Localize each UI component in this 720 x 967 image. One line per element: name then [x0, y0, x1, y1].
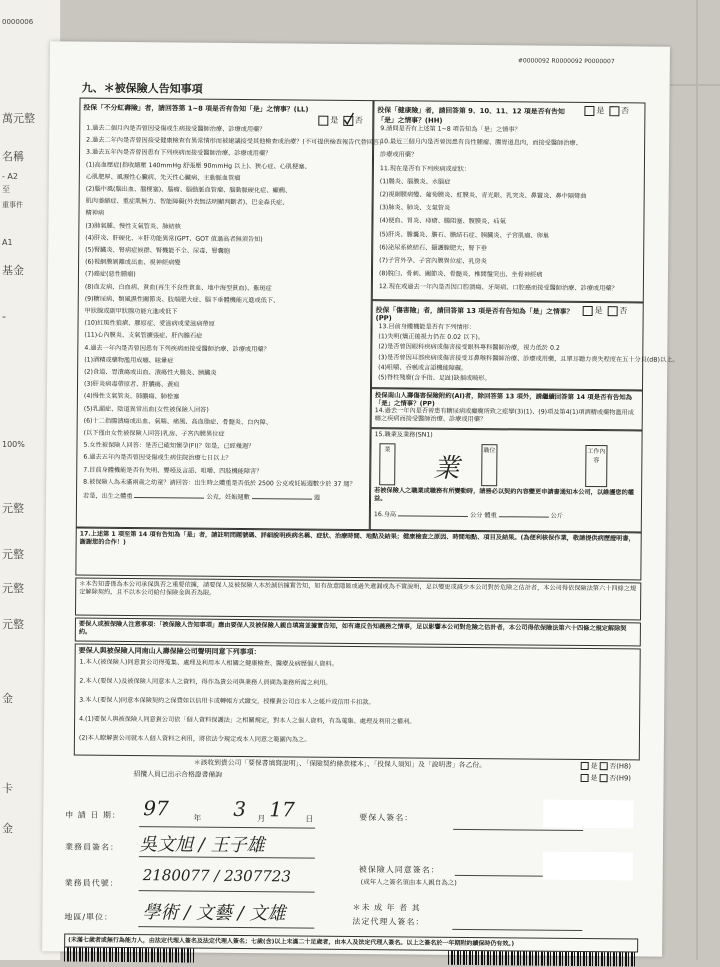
- page-id: #0000092 R0000092 P0000007: [517, 57, 615, 66]
- guardian-sign-line[interactable]: [452, 929, 582, 931]
- health-header: 投保「健康險」者，請回答第 9、10、11、12 項是否有告知「是」之情事？(HH): [377, 106, 565, 125]
- h9-no-label: 否(H9): [609, 774, 631, 783]
- health-question-item: (7)子宮外孕、子宮內膜異位症、乳房炎: [379, 257, 487, 266]
- life-question-item: 心肌肥厚、風濕性心臟病、先天性心臟病、主動脈血管瘤: [85, 173, 241, 182]
- health-question-item: (4)便血、胃炎、痔瘡、腸阻塞、腹膜炎、疝氣: [379, 217, 506, 226]
- code-underline: [139, 890, 315, 893]
- health-question-item: (6)泌尿系統結石、攝護腺肥大、腎下垂: [379, 243, 488, 252]
- injury-question-item: (2)是否曾因眼科疾病或傷害接受眼科專科醫師治療，視力低於 0.2: [378, 343, 560, 353]
- life-question-item: (5)乳漏症、陰道異常出血(女性被保險人回答): [83, 405, 209, 414]
- date-underline: [139, 826, 315, 829]
- guardian-label-2: 法定代理人簽名：: [352, 916, 425, 927]
- life-header-text: 投保「不分紅壽險」者，請回答第 1~8 項是否有告知「是」之情事？(LL): [83, 103, 309, 114]
- h8-yes-checkbox[interactable]: [581, 762, 589, 770]
- unit-label: 地區/單位：: [64, 912, 114, 922]
- life-yes-checkbox[interactable]: [318, 115, 328, 125]
- health-question-item: 11.現在是否有下列疾病或症狀：: [379, 164, 471, 173]
- life-question-item: (1)高血壓症(指收縮壓 140mmHg 舒張壓 90mmHg 以上)、狹心症、心肌梗塞、: [85, 161, 311, 171]
- health-question-item: (3)肺炎、肺炎、支氣管炎: [379, 204, 451, 212]
- underlying-fragment: 名稱: [2, 150, 24, 163]
- underlying-fragment: - A2: [2, 172, 18, 181]
- life-yes-label: 是: [330, 115, 339, 125]
- barcode-left: [64, 947, 194, 962]
- height-weight-line: [374, 511, 563, 521]
- injury-header: 投保「傷害險」者，請回答第 13 項是否有告知為「是」之情事？(PP): [375, 306, 574, 323]
- life-question-item: (2)腦中風(腦出血、腦梗塞)、腦瘤、腦動脈血管瘤、腦動脈硬化症、癲癇、: [85, 185, 292, 195]
- guardian-label: ＊未 成 年 者 其: [352, 902, 421, 913]
- underlying-fragment: 100%: [2, 440, 25, 449]
- life-question-item: 4.過去一年內是否曾因患有下列疾病而接受醫師治療、診療或用藥？: [84, 344, 270, 353]
- injury-yes-checkbox[interactable]: [583, 305, 593, 315]
- underlying-page-id: 0000006: [2, 18, 34, 26]
- consent-item: 3.本人(要保人)同意本保險契約之保費如以信用卡或轉帳方式繳交，授權貴公司自本人之帳戶或信用卡扣款。: [79, 696, 375, 707]
- insured-sign-subtext: (成年人之簽名須由本人親自為之): [360, 878, 457, 887]
- year-unit: 年: [193, 813, 203, 823]
- footer-note: (未滿七歲者或無行為能力人，由法定代理人簽名及法定代理人簽名；七歲(含)以上未滿二十足歲者，由本人及法定代理人簽名。以上之簽名於一年期附約續保時仍有效。): [68, 936, 515, 948]
- life-question-item: (3)肝炎病毒帶原者、肝膿瘍、黃疸: [83, 380, 180, 389]
- floor-tile-line: [696, 0, 698, 960]
- injury-no-label: 否: [619, 306, 628, 316]
- consent-header: 要保人與被保險人同南山人壽保險公司聲明同意下列事項：: [78, 646, 261, 657]
- day-unit: 日: [305, 814, 315, 824]
- health-question-item: (5)肝炎、膽囊炎、膽石、膽結石症、胰臟炎、子宮肌瘤、卵巢: [379, 230, 550, 240]
- health-section: [372, 100, 646, 302]
- gestation-label: 公克，妊娠週數: [206, 493, 250, 502]
- date-month[interactable]: 3: [233, 796, 247, 822]
- checkmark-icon: [343, 112, 353, 124]
- underlying-fragment: 元整: [2, 582, 24, 595]
- health-yes-label: 是: [596, 106, 605, 116]
- underlying-fragment: 元整: [2, 502, 24, 515]
- notice-text: ＊本告知書係為本公司承保與否之重要依據，請要保人及被保險人本於誠信據實告知，如有故意隱匿或過失遺漏或為不實說明，足以變更或減少本公司對於危險之估計者，本公司得依保險法第六十四條之規定解除契約，且不以本公司給付保險金與否為限。: [79, 580, 637, 597]
- intro-section: [75, 618, 641, 647]
- underlying-fragment: 至: [2, 185, 10, 194]
- sales-sign-label: 業務員簽名：: [64, 842, 120, 852]
- month-unit: 月: [257, 814, 267, 824]
- life-question-item: 6.過去五年內是否曾因受傷或生病住院治療七日以上？: [83, 453, 232, 463]
- underlying-fragment: 金: [2, 692, 13, 705]
- h8-option: [579, 762, 631, 770]
- health-question-item: 12.現在或過去一年內是否因口腔潰瘍、牙周病、口腔癌而接受醫師治療、診療或用藥？: [378, 283, 618, 293]
- received-docs-line: ＊該收到貴公司「要保書填寫說明」、「保險契約條款樣本」、「投保人須知」及「說明書」各乙份。: [193, 758, 487, 770]
- occupation-note: 若被保險人之職業或職務有所變動時，請務必以契約內容變更申請書通知本公司，以維護您的權益。: [374, 487, 634, 503]
- h9-yes-checkbox[interactable]: [581, 774, 589, 782]
- page-title: 九、＊被保險人告知事項: [81, 81, 203, 96]
- occupation-cell: 業: [379, 443, 395, 485]
- underlying-fragment: 重事件: [2, 201, 23, 209]
- date-year[interactable]: 97: [143, 796, 169, 821]
- ai-header: 投保南山人壽傷害保險附約(AI)者，除回答第 13 項外，請繼續回答第 14 項是否有告知為「是」之情事？(PP): [374, 391, 633, 408]
- intro-text: 要保人或被保險人注意事項：「被保險人告知事項」應由要保人及被保險人親自填寫並據實告知，如有違反告知義務之情事，足以影響本公司對危險之估計者，本公司得依保險法第六十四條之規定解除契約。: [78, 620, 627, 636]
- occupation-section: [370, 428, 643, 532]
- consent-item: 2.本人(要保人)及被保險人同意本人之資料，得作為貴公司與業務人員間為業務所需之利用。: [79, 677, 332, 687]
- life-no-label: 否: [354, 115, 363, 126]
- life-question-item: (7)癌症(惡性腫瘤): [84, 270, 136, 279]
- health-question-item: 9.請問是否有上述第 1~8 項告知為「是」之情事？: [380, 125, 521, 134]
- sales-signature[interactable]: 吳文旭 / 王子雄: [138, 834, 265, 857]
- agent-cert-line: 招攬人員已出示合格證書備詢: [133, 770, 223, 779]
- consent-section: [74, 644, 641, 761]
- life-question-item: (9)糖尿病、類風濕性關節炎、肢端肥大症、腦下垂體機能亢進或低下、: [84, 295, 280, 305]
- barcode-right: [448, 951, 636, 967]
- applicant-sign-label: 要保人簽名：: [359, 813, 414, 823]
- consent-item: (2)本人瞭解貴公司就本人個人資料之利用，將依法令規定或本人同意之範圍內為之。: [78, 734, 311, 744]
- life-question-item: (6)十二指腸潰瘍或出血、氣喘、痛風、高血脂症、骨髓炎、白內障、: [83, 417, 272, 427]
- life-birth-line: [83, 493, 320, 503]
- health-yes-no: [582, 105, 629, 116]
- underlying-fragment: 萬元整: [2, 112, 35, 125]
- life-question-item: (4)慢性支氣管炎、肺膿瘍、肺栓塞: [83, 392, 180, 401]
- underlying-fragment: 元整: [2, 548, 24, 561]
- life-question-item: (2)食道、胃潰瘍或出血、潰瘍性大腸炎、胰臟炎: [84, 368, 217, 377]
- life-question-item: 甲狀腺或副甲狀腺功能亢進或低下: [84, 307, 178, 316]
- injury-section: [371, 300, 679, 390]
- health-question-item: (2)視網膜病變、葡萄膜炎、虹膜炎、青光眼、乳突炎、鼻竇炎、鼻中隔彎曲: [379, 191, 587, 200]
- weight-unit: 公斤: [550, 512, 564, 520]
- h8-yes-label: 是: [590, 762, 598, 771]
- h9-option: [579, 774, 631, 782]
- weeks-label: 週: [313, 494, 320, 502]
- life-question-item: (11)心內膜炎、支氣管擴張症、肝內膽石症: [84, 331, 203, 341]
- life-question-item: 2.過去二年內是否曾因接受健康檢查有異常情形而被建議接受其他檢查或治療？(不可提供檢查報告代替回答): [86, 136, 382, 147]
- height-label: 16.身高: [373, 511, 397, 519]
- position-cell: 職位: [481, 444, 497, 486]
- injury-question-item: (4)咀嚼、吞嚥或言語機能障礙。: [378, 363, 468, 372]
- life-question-item: 1.過去二個月內是否曾因受傷或生病接受醫師治療、診療或用藥？: [86, 124, 266, 134]
- redacted-signature: [543, 852, 633, 881]
- q17-section: [75, 528, 641, 581]
- occupation-label: 15.職業及業務(SN1): [374, 431, 433, 439]
- h9-no-checkbox[interactable]: [599, 774, 607, 782]
- life-question-item: 精神病: [85, 210, 105, 218]
- injury-yes-no: [581, 305, 628, 316]
- h9-yes-label: 是: [590, 774, 598, 783]
- health-yes-checkbox[interactable]: [584, 105, 594, 115]
- underlying-fragment: 元整: [2, 618, 24, 631]
- job-content-cell: 工作內容: [585, 445, 607, 487]
- h8-no-label: 否(H8): [609, 762, 632, 771]
- life-question-item: 3.過去五年內是否曾因患有下列疾病而接受醫師治療、診療或用藥？: [86, 149, 272, 158]
- injury-question-item: (3)是否曾因耳部疾病或傷害接受耳鼻喉科醫師治療、診療或用藥，且單耳聽力喪失程度在五十分貝(dB)以上。: [378, 353, 679, 364]
- insurance-form-page: [42, 41, 679, 956]
- health-question-item: 10.最近三個月內是否曾因患有良性腫瘤、腸胃道息肉，而接受醫師治療、: [380, 138, 582, 148]
- insured-sign-label: 被保險人同意簽名：: [358, 865, 440, 875]
- underlying-fragment: A1: [2, 238, 13, 247]
- life-question-item: 7.目前身體機能是否有失明、聾啞及言語、咀嚼、四肢機能障害？: [83, 466, 263, 475]
- consent-item: 1.本人(被保險人)同意貴公司得蒐集、處理及利用本人相關之健康檢查、醫療及病歷個人資料。: [79, 658, 338, 668]
- life-question-item: (3)肺氣腫、慢性支氣管炎、肺結核: [85, 222, 181, 231]
- injury-question-item: 13.目前身體機能是否有下列情形：: [378, 323, 476, 332]
- underlying-fragment: 金: [2, 822, 13, 835]
- underlying-fragment: 基金: [2, 264, 24, 277]
- life-question-item: (1)酒精或藥物濫用成癮、眩暈症: [84, 356, 174, 365]
- date-day[interactable]: 17: [269, 797, 295, 822]
- redacted-signature: [543, 800, 633, 829]
- agent-code-label: 業務員代號：: [64, 878, 119, 888]
- underlying-fragment: -: [2, 310, 6, 323]
- occupation-handwriting: 業: [433, 453, 460, 484]
- health-no-label: 否: [620, 106, 630, 116]
- injury-question-item: (5)脊柱殘廢(含手指、足趾)缺損或畸形。: [378, 374, 491, 383]
- notice-section: [75, 578, 641, 621]
- underlying-fragment: 卡: [2, 782, 13, 795]
- life-question-item: (8)血友病、白血病、貧血(再生不良性貧血、地中海型貧血)、紫斑症: [84, 283, 272, 292]
- health-question-item: 診療或用藥？: [380, 151, 418, 159]
- health-question-item: (1)腸炎、腦膜炎、水腦症: [379, 177, 451, 186]
- unit-underline: [138, 926, 314, 929]
- life-question-item: (4)肝炎、肝硬化、＊肝功能異常(GPT、GOT 值過高者無須告知): [85, 234, 263, 243]
- life-yes-no: [316, 115, 363, 126]
- q17-text: 17.上述第 1 項至第 14 項有告知為「是」者，請註明問題號碼、詳細說明疾病名稱、症狀、治療時間、地點及結果；健康檢查之原因、時間地點、項目及結果。(為便利核保作業，敬請提供病歷證明書，謝謝您的合作！): [79, 530, 635, 546]
- life-no-checkbox[interactable]: [343, 115, 353, 125]
- unit-value[interactable]: 學術 / 文藝 / 文雄: [142, 902, 286, 925]
- ai-rider-section: [371, 388, 643, 430]
- applicant-sign-line[interactable]: [453, 829, 583, 831]
- birth-weight-label: 若是，出生之體重: [83, 492, 133, 501]
- weight-label: 體重: [484, 512, 497, 520]
- date-label: 申 請 日 期：: [65, 810, 121, 820]
- health-no-checkbox[interactable]: [609, 106, 619, 116]
- agent-code-value[interactable]: 2180077 / 2307723: [142, 866, 292, 886]
- life-header: [83, 102, 369, 114]
- height-unit: 公分: [470, 511, 483, 520]
- life-question-item: (5)腎臟炎、腎病症候群、腎機能不全、尿毒、腎囊胞: [85, 246, 231, 255]
- life-question-item: (以下僅由女性被保險人回答)乳房、子宮內膜異位症: [83, 429, 225, 438]
- injury-question-item: (1)失明(矯正後視力仍在 0.02 以下)。: [378, 333, 485, 342]
- injury-no-checkbox[interactable]: [607, 306, 617, 316]
- injury-yes-label: 是: [594, 306, 603, 316]
- health-question-item: (8)脫臼、骨刺、關節炎、骨髓炎、椎間盤突出、坐骨神經痛: [378, 270, 543, 279]
- h8-no-checkbox[interactable]: [599, 762, 607, 770]
- life-question-item: 8.被保險人為未滿兩歲之幼童？請回答：出生時之體重是否低於 2500 公克或妊娠週數少於 37 週？: [83, 478, 356, 488]
- life-question-item: (6)視網膜剝離或出血、視神經病變: [85, 258, 181, 267]
- life-question-item: 肌肉萎縮症、重症肌無力、智能障礙(外表無法明顯判斷者)、巴金森氏症、: [85, 197, 289, 207]
- ai-question-14: 14.過去一年內是否曾患有糖尿病或癲癇所致之痙攣(3)(1)、(9)項及第4(1)項酒精或藥物濫用成癮之疾病而接受醫師治療、診療或用藥？: [374, 407, 635, 424]
- life-question-item: (10)紅斑性狼瘡、膠原症、愛滋病或愛滋病帶原: [84, 319, 215, 328]
- consent-item: 4.(1)要保人與被保險人同意貴公司依「個人資料保護法」之相關規定，對本人之個人資料，有為蒐集、處理及利用之權利。: [79, 715, 416, 726]
- sales-underline: [139, 856, 315, 859]
- life-section: [76, 98, 382, 531]
- life-question-item: 5.女性被保險人回答：是否已確知懷孕(FI)？如是，已經幾週？: [83, 441, 255, 451]
